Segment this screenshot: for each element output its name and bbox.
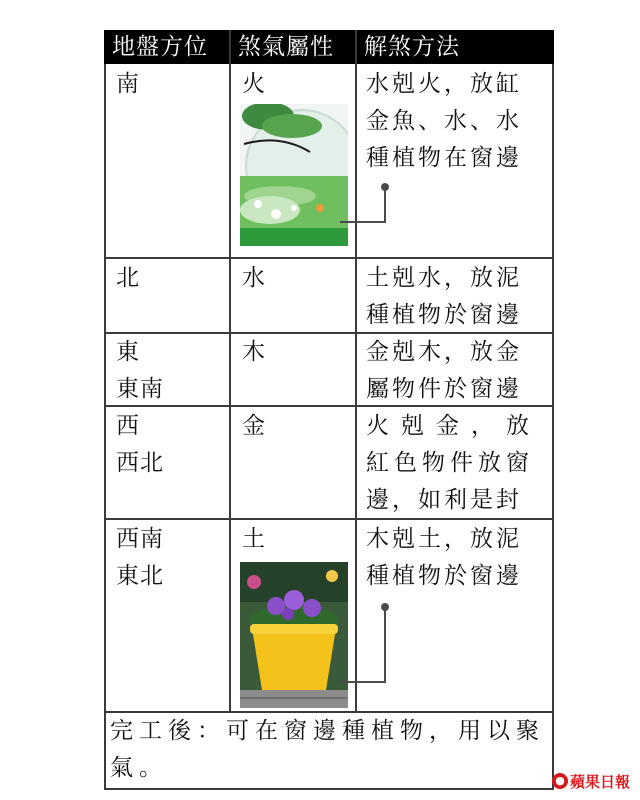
method-line: 水剋火，放缸 — [366, 71, 522, 97]
method-text — [366, 260, 522, 334]
element-label: 火 — [242, 71, 266, 97]
element-label: 木 — [242, 339, 266, 365]
direction-line: 西南 — [116, 526, 164, 552]
direction-label — [116, 521, 164, 595]
method-line: 種植物在窗邊 — [366, 145, 522, 171]
method-text — [366, 408, 541, 519]
direction-line: 東南 — [116, 376, 164, 402]
direction-label: 北 — [116, 265, 140, 291]
direction-label: 南 — [116, 71, 140, 97]
method-text — [366, 521, 522, 595]
method-line: 土剋水，放泥 — [366, 265, 522, 291]
footer-note: 完工後：可在窗邊種植物，用以聚氣。 — [110, 718, 545, 781]
header-element: 煞氣屬性 — [238, 34, 334, 60]
direction-line: 東北 — [116, 563, 164, 589]
method-text — [366, 66, 522, 177]
direction-label — [116, 408, 164, 482]
method-line: 木剋土，放泥 — [366, 526, 522, 552]
element-label: 金 — [242, 413, 266, 439]
table-row-south-direction — [116, 66, 140, 103]
callout-connector — [340, 602, 400, 692]
logo-text: 蘋果日報 — [570, 772, 631, 791]
header-direction: 地盤方位 — [112, 34, 208, 60]
goldfish-bowl-photo — [240, 104, 348, 246]
column-divider — [229, 30, 231, 712]
apple-icon: ● — [552, 773, 568, 789]
potted-violet-photo — [240, 562, 348, 708]
element-label: 土 — [242, 526, 266, 552]
method-text — [366, 334, 522, 408]
method-line: 邊，如利是封 — [366, 487, 522, 513]
method-line: 金魚、水、水 — [366, 108, 522, 134]
newspaper-logo — [552, 771, 630, 791]
header-method: 解煞方法 — [364, 34, 460, 60]
method-line: 紅色物件放窗 — [366, 450, 534, 476]
direction-line: 東 — [116, 339, 140, 365]
method-line: 屬物件於窗邊 — [366, 376, 522, 402]
direction-line: 西北 — [116, 450, 164, 476]
element-label: 水 — [242, 265, 266, 291]
method-line: 種植物於窗邊 — [366, 302, 522, 328]
method-line: 火剋金，放 — [366, 413, 541, 439]
direction-line: 西 — [116, 413, 140, 439]
method-line: 種植物於窗邊 — [366, 563, 522, 589]
callout-connector — [340, 182, 400, 232]
direction-label — [116, 334, 164, 408]
method-line: 金剋木，放金 — [366, 339, 522, 365]
row-divider — [104, 257, 554, 259]
